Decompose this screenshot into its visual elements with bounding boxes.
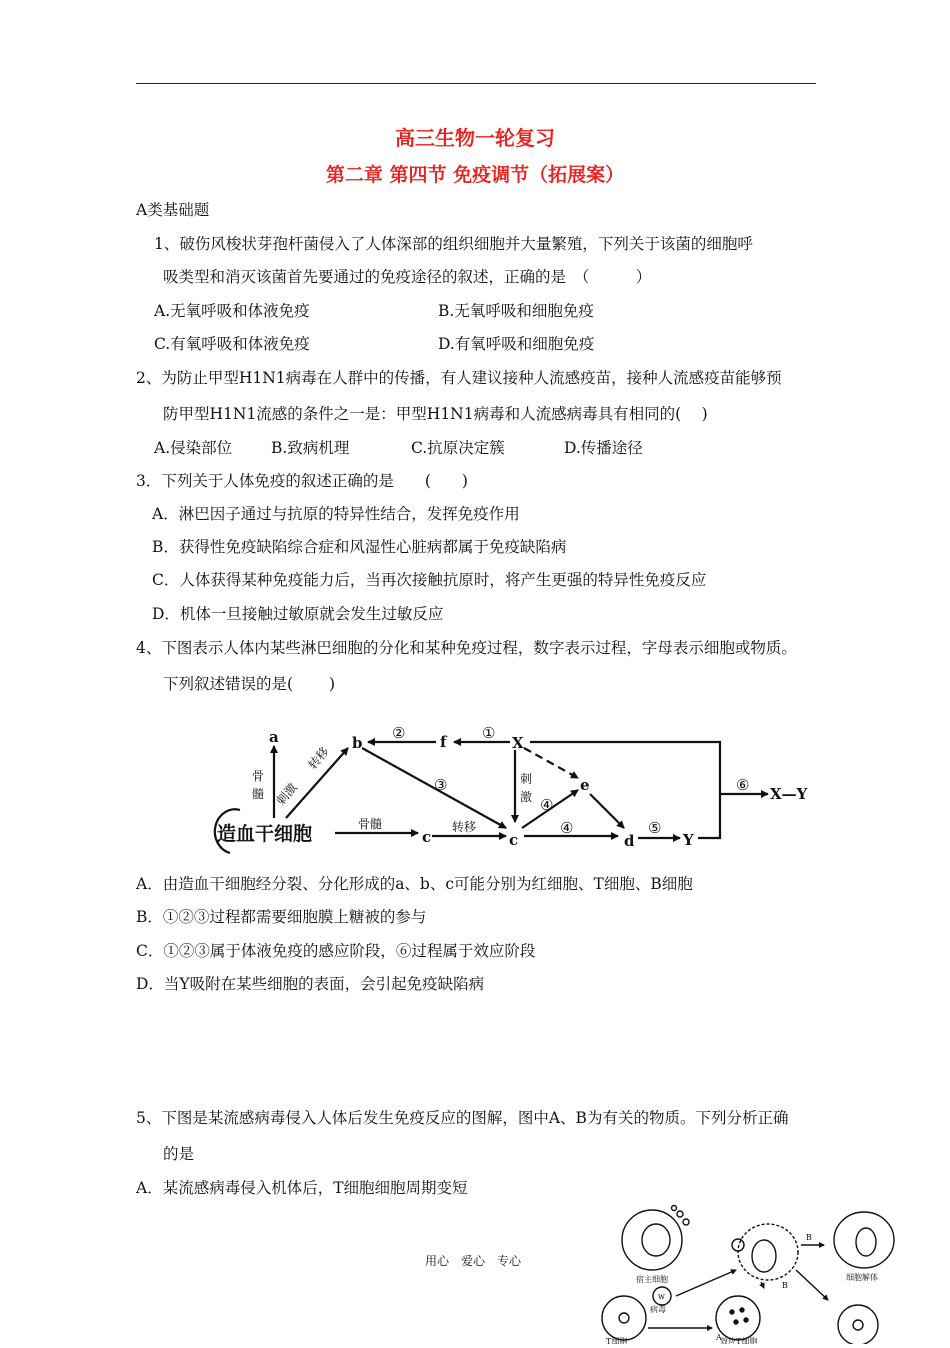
label-ji: 激	[520, 790, 533, 804]
label-a: A	[716, 1333, 722, 1342]
q4-option-c: C．①②③属于体液免疫的感应阶段，⑥过程属于效应阶段	[136, 942, 536, 960]
q3-stem: 3．下列关于人体免疫的叙述正确的是 ( )	[136, 472, 468, 490]
label-w: w	[658, 1292, 665, 1301]
q1-option-b: B.无氧呼吸和细胞免疫	[438, 302, 594, 320]
q4-option-a: A．由造血干细胞经分裂、分化形成的a、b、c可能分别为红细胞、T细胞、B细胞	[136, 875, 693, 893]
label-bone1: 骨	[252, 769, 265, 783]
footer-motto: 用心 爱心 专心	[425, 1254, 522, 1268]
t-cell	[602, 1296, 646, 1340]
page-title: 高三生物一轮复习	[395, 126, 555, 150]
q2-stem-line1: 2、为防止甲型H1N1病毒在人群中的传播，有人建议接种人流感疫苗，接种人流感疫苗能够预	[136, 369, 782, 387]
q1-option-c: C.有氧呼吸和体液免疫	[154, 335, 310, 353]
lymphocyte-differentiation-diagram	[190, 718, 830, 872]
label-move-horizontal: 转移	[452, 820, 477, 834]
q4-stem-line2: 下列叙述错误的是( )	[163, 675, 336, 693]
q3-option-d: D．机体一旦接触过敏原就会发生过敏反应	[152, 605, 444, 623]
node-b: b	[352, 734, 363, 752]
connector-y-x-loop	[530, 742, 720, 838]
node-d: d	[624, 832, 635, 850]
label-stimulus-diagonal: 刺激	[273, 780, 300, 808]
q2-option-a: A.侵染部位	[154, 439, 233, 457]
step-1: ①	[482, 724, 496, 742]
q3-option-c: C．人体获得某种免疫能力后，当再次接触抗原时，将产生更强的特异性免疫反应	[152, 571, 707, 589]
header-rule	[136, 83, 816, 84]
label-move-diagonal: 转移	[305, 744, 332, 772]
q1-stem-line2: 吸类型和消灭该菌首先要通过的免疫途径的叙述，正确的是 （ ）	[163, 268, 652, 286]
q2-option-d: D.传播途径	[564, 439, 643, 457]
dashed-arrow-x-to-e	[524, 748, 578, 778]
q4-option-b: B．①②③过程都需要细胞膜上糖被的参与	[136, 908, 427, 926]
q2-stem-line2: 防甲型H1N1流感的条件之一是：甲型H1N1病毒和人流感病毒具有相同的( )	[163, 405, 708, 423]
node-f: f	[440, 733, 447, 751]
label-t-cell: T细胞	[606, 1337, 628, 1344]
label-lysis: 细胞解体	[846, 1273, 878, 1282]
stem-cell-label: 造血干细胞	[217, 823, 313, 845]
q5-option-a: A．某流感病毒侵入机体后，T细胞细胞周期变短	[136, 1179, 468, 1197]
node-x: X	[512, 734, 524, 752]
arrow-e-to-d	[590, 794, 624, 828]
node-c2: c	[509, 831, 519, 849]
label-b2: B	[782, 1281, 788, 1290]
q1-stem-line1: 1、破伤风梭状芽孢杆菌侵入了人体深部的组织细胞并大量繁殖，下列关于该菌的细胞呼	[154, 235, 753, 253]
host-cell	[622, 1210, 682, 1270]
label-host-cell: 宿主细胞	[636, 1275, 668, 1284]
q2-option-b: B.致病机理	[271, 439, 350, 457]
step-5: ⑤	[648, 819, 662, 837]
step-6: ⑥	[736, 776, 750, 794]
node-a: a	[269, 728, 279, 746]
marker-circle-1	[732, 1239, 744, 1251]
q5-stem-line1: 5、下图是某流感病毒侵入人体后发生免疫反应的图解，图中A、B为有关的物质。下列分析正确	[136, 1109, 789, 1127]
q3-option-b: B．获得性免疫缺陷综合症和风湿性心脏病都属于免疫缺陷病	[152, 538, 567, 556]
label-bone-horizontal: 骨髓	[358, 817, 383, 831]
label-bone2: 髓	[252, 787, 265, 801]
small-cell	[838, 1305, 878, 1344]
effector-t-cell	[716, 1296, 760, 1340]
q4-option-d: D．当Y吸附在某些细胞的表面，会引起免疫缺陷病	[136, 975, 485, 993]
step-4b: ④	[560, 819, 574, 837]
step-2: ②	[392, 724, 406, 742]
section-heading: A类基础题	[136, 201, 210, 219]
label-b1: B	[806, 1233, 812, 1242]
host-cell-nucleus	[642, 1224, 670, 1256]
label-effector-t-cell: 效应T细胞	[720, 1337, 758, 1344]
q2-option-c: C.抗原决定簇	[411, 439, 505, 457]
q3-option-a: A．淋巴因子通过与抗原的特异性结合，发挥免疫作用	[152, 505, 520, 523]
node-xy: X—Y	[770, 785, 808, 803]
q1-option-a: A.无氧呼吸和体液免疫	[154, 302, 310, 320]
step-3: ③	[434, 776, 448, 794]
label-virus: 病毒	[650, 1305, 666, 1314]
q1-option-d: D.有氧呼吸和细胞免疫	[438, 335, 595, 353]
page-subtitle: 第二章 第四节 免疫调节（拓展案）	[325, 164, 625, 186]
node-y: Y	[683, 831, 694, 849]
q5-stem-line2: 的是	[163, 1145, 195, 1163]
step-4a: ④	[540, 796, 554, 814]
lysed-cell	[834, 1212, 894, 1268]
node-c1: c	[422, 828, 432, 846]
virus-immune-response-figure	[596, 1200, 896, 1348]
label-ci: 刺	[520, 772, 533, 786]
node-e: e	[580, 776, 590, 794]
q4-stem-line1: 4、下图表示人体内某些淋巴细胞的分化和某种免疫过程，数字表示过程，字母表示细胞或物质。	[136, 639, 797, 657]
